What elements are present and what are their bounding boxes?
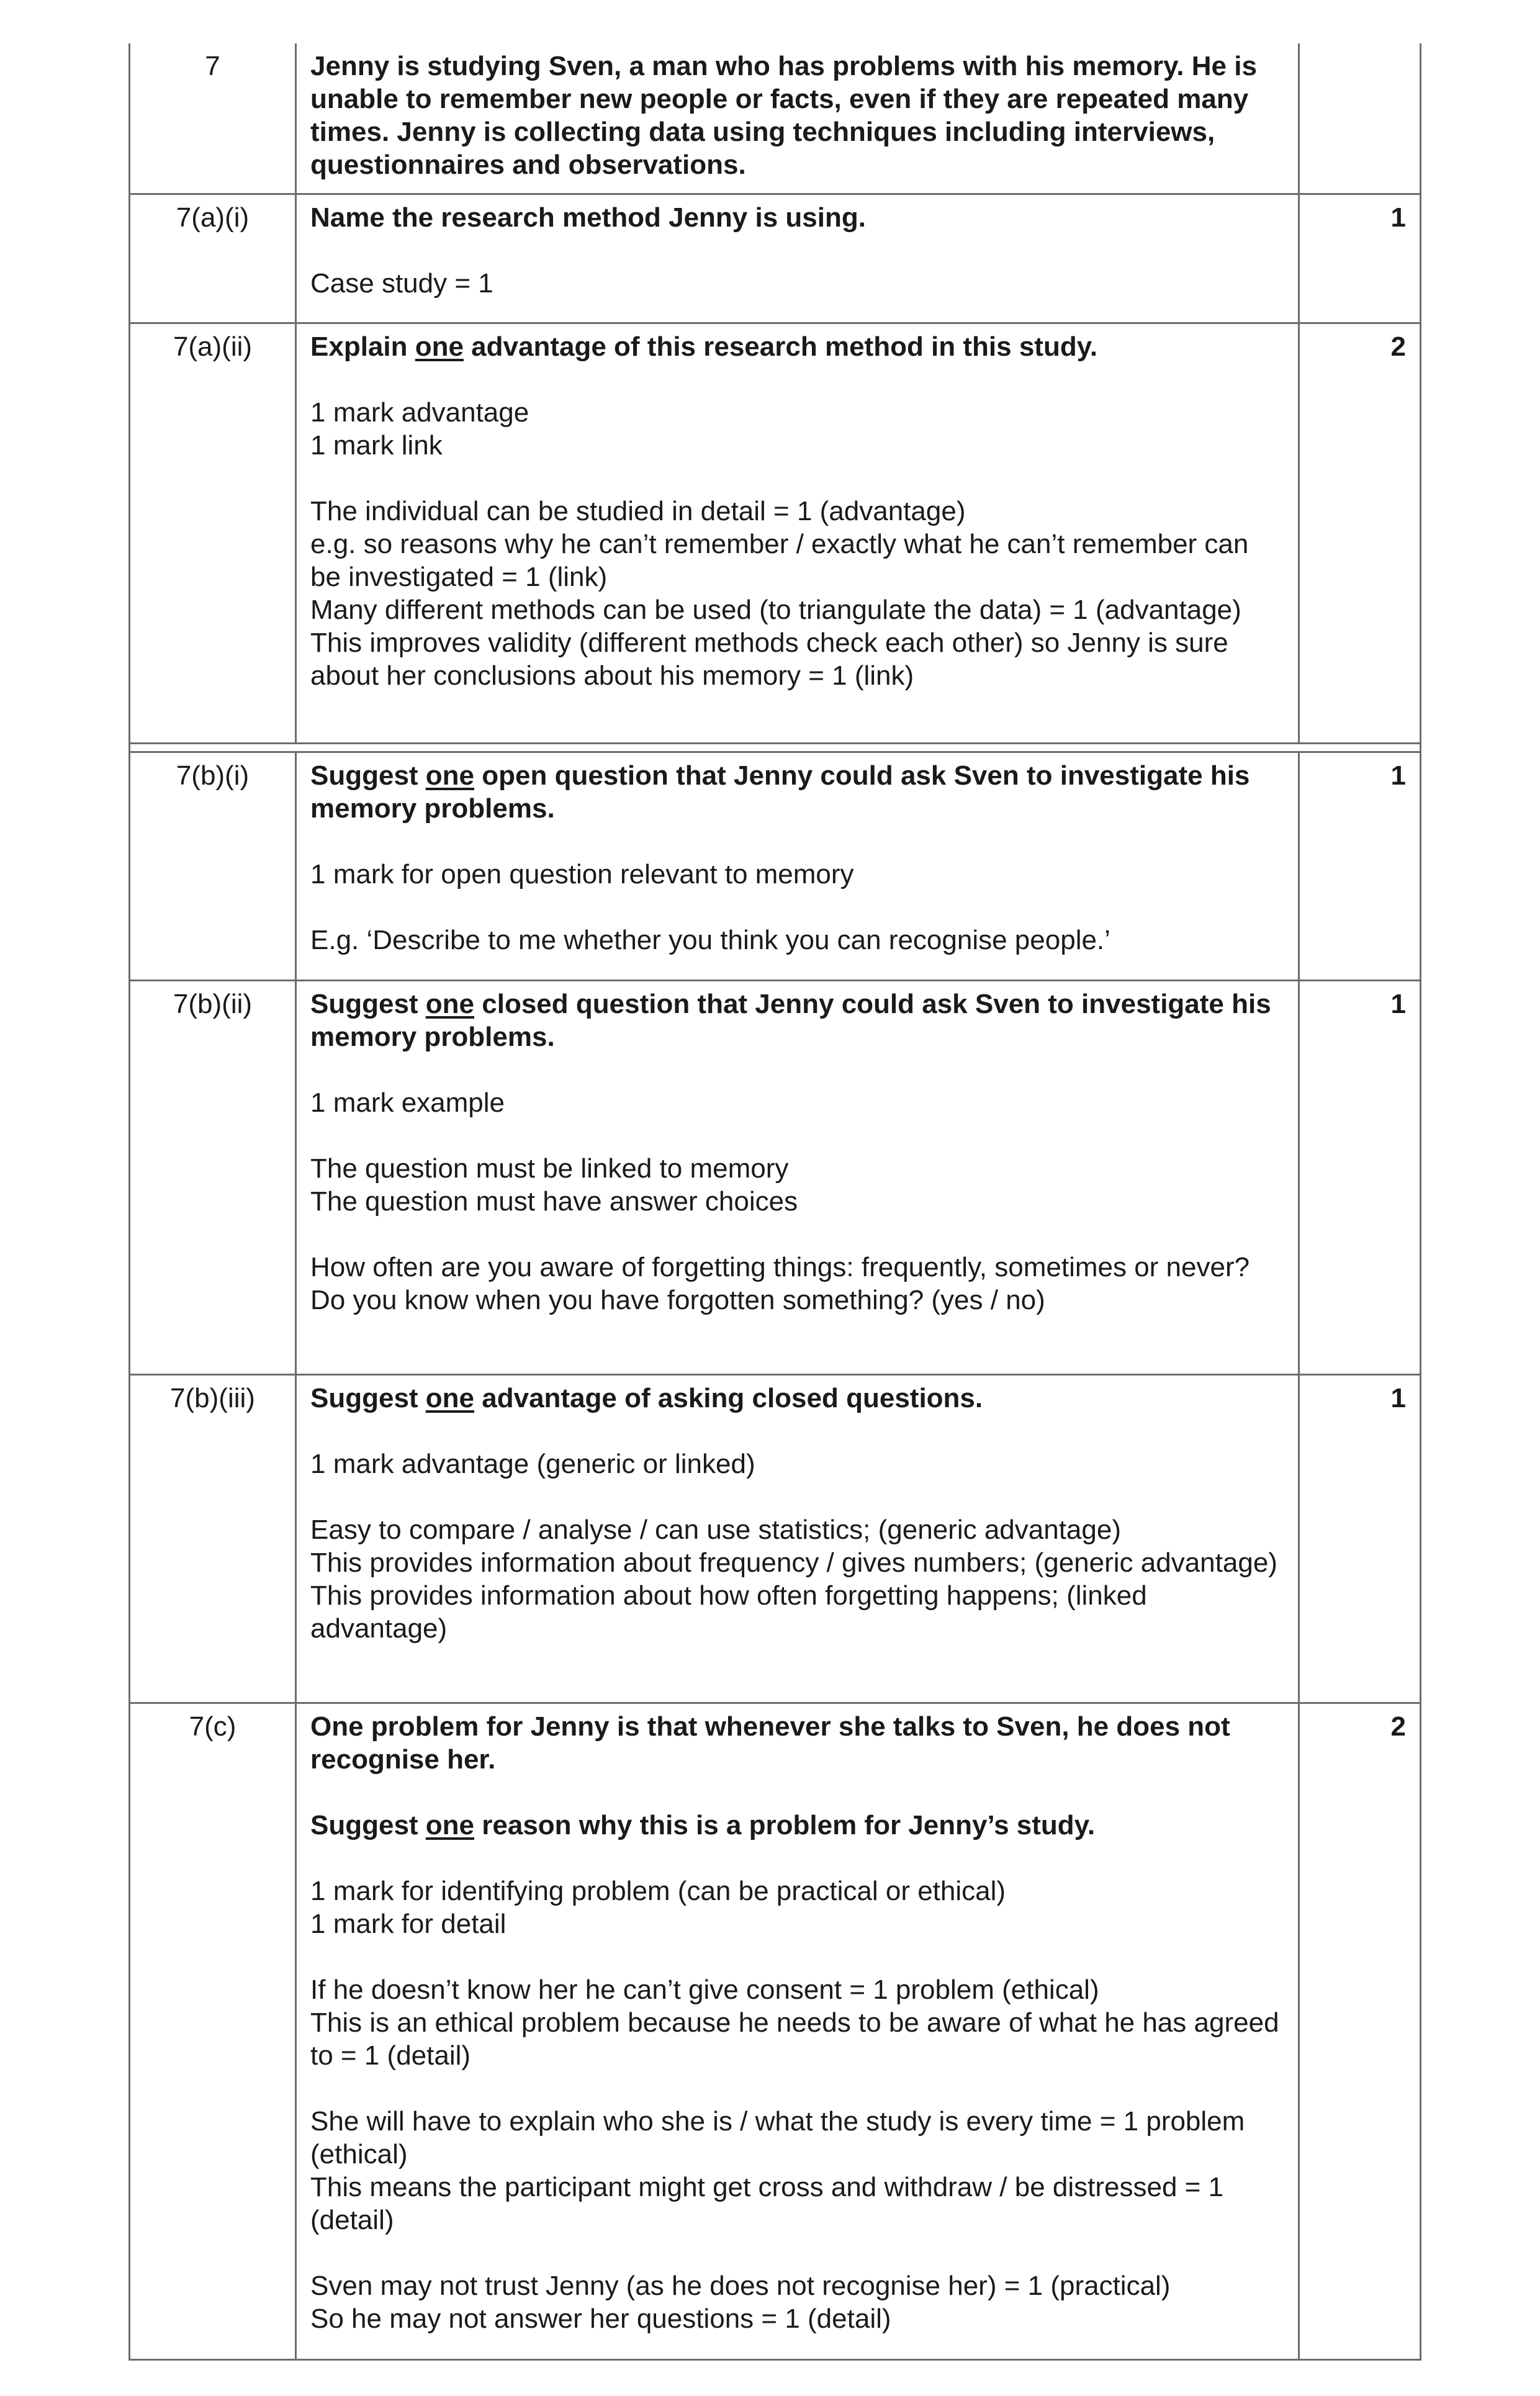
question-number: 7(b)(i) (130, 753, 297, 980)
question-marks: 1 (1390, 202, 1406, 233)
question-content (297, 1376, 1300, 1702)
answer-line: 1 mark advantage (310, 397, 529, 428)
question-number: 7 (130, 43, 297, 193)
question-number: 7(a)(i) (130, 195, 297, 322)
question-text: One problem for Jenny is that whenever she talks to Sven, he does not recognise her. (310, 1711, 1230, 1775)
question-stem: Jenny is studying Sven, a man who has problems with his memory. He is unable to remember new people or facts, even if they are repeated many times. Jenny is collecting data using techniques including interviews, questionnaires and observations. (310, 51, 1257, 180)
answer-line: 1 mark for identifying problem (can be practical or ethical) (310, 1876, 1006, 1906)
answer-line: Case study = 1 (310, 268, 493, 299)
table-row (130, 981, 1420, 1376)
question-marks (1300, 43, 1420, 193)
answer-line: If he doesn’t know her he can’t give consent = 1 problem (ethical) (310, 1975, 1099, 2005)
answer-line: She will have to explain who she is / what the study is every time = 1 problem (ethical) (310, 2106, 1245, 2169)
question-text: Suggest one reason why this is a problem for Jenny’s study. (310, 1810, 1096, 1840)
question-content (297, 1704, 1300, 2359)
question-content (297, 753, 1300, 980)
answer-line: 1 mark for open question relevant to memory (310, 859, 854, 889)
answer-line: Sven may not trust Jenny (as he does not recognise her) = 1 (practical) (310, 2271, 1171, 2301)
question-text: Suggest one closed question that Jenny could ask Sven to investigate his memory problems. (310, 989, 1271, 1052)
question-number: 7(a)(ii) (130, 324, 297, 742)
answer-line: The individual can be studied in detail = 1 (advantage) (310, 496, 966, 526)
answer-line: This is an ethical problem because he needs to be aware of what he has agreed to = 1 (detail) (310, 2007, 1279, 2071)
table-row (130, 195, 1420, 324)
question-number: 7(c) (130, 1704, 297, 2359)
question-text: Name the research method Jenny is using. (310, 202, 866, 233)
answer-line: Do you know when you have forgotten something? (yes / no) (310, 1285, 1045, 1315)
answer-line: How often are you aware of forgetting things: frequently, sometimes or never? (310, 1252, 1250, 1282)
answer-line: This provides information about how often forgetting happens; (linked advantage) (310, 1580, 1147, 1644)
question-marks: 1 (1390, 760, 1406, 791)
answer-line: So he may not answer her questions = 1 (detail) (310, 2304, 891, 2334)
question-text: Explain one advantage of this research method in this study. (310, 331, 1098, 362)
table-row (130, 1704, 1420, 2361)
question-number: 7(b)(iii) (130, 1376, 297, 1702)
question-marks: 2 (1390, 331, 1406, 362)
question-number: 7(b)(ii) (130, 981, 297, 1374)
answer-line: 1 mark link (310, 430, 443, 461)
answer-line: Many different methods can be used (to triangulate the data) = 1 (advantage) (310, 595, 1241, 625)
question-text: Suggest one open question that Jenny could ask Sven to investigate his memory problems. (310, 760, 1250, 824)
answer-line: This improves validity (different methods check each other) so Jenny is sure about her conclusions about his memory = 1 (link) (310, 628, 1228, 691)
question-text: Suggest one advantage of asking closed questions. (310, 1383, 983, 1413)
answer-line: e.g. so reasons why he can’t remember / exactly what he can’t remember can be investigated = 1 (link) (310, 529, 1249, 592)
answer-line: This means the participant might get cross and withdraw / be distressed = 1 (detail) (310, 2172, 1224, 2235)
answer-line: The question must be linked to memory (310, 1153, 789, 1184)
answer-line: 1 mark example (310, 1088, 505, 1118)
mark-scheme-table (128, 43, 1421, 2361)
question-content (297, 195, 1300, 322)
answer-line: E.g. ‘Describe to me whether you think you can recognise people.’ (310, 925, 1110, 955)
answer-line: Easy to compare / analyse / can use statistics; (generic advantage) (310, 1515, 1121, 1545)
answer-line: 1 mark for detail (310, 1909, 507, 1939)
table-row (130, 1376, 1420, 1704)
question-content (297, 981, 1300, 1374)
question-marks: 2 (1390, 1711, 1406, 1742)
answer-line: This provides information about frequency / gives numbers; (generic advantage) (310, 1547, 1277, 1578)
question-content (297, 324, 1300, 742)
table-row (130, 324, 1420, 744)
question-content (297, 43, 1300, 193)
question-marks: 1 (1390, 1383, 1406, 1413)
answer-line: 1 mark advantage (generic or linked) (310, 1449, 755, 1479)
row-separator (130, 744, 1420, 753)
question-marks: 1 (1390, 989, 1406, 1019)
table-row (130, 753, 1420, 981)
table-row (130, 43, 1420, 195)
answer-line: The question must have answer choices (310, 1186, 798, 1217)
